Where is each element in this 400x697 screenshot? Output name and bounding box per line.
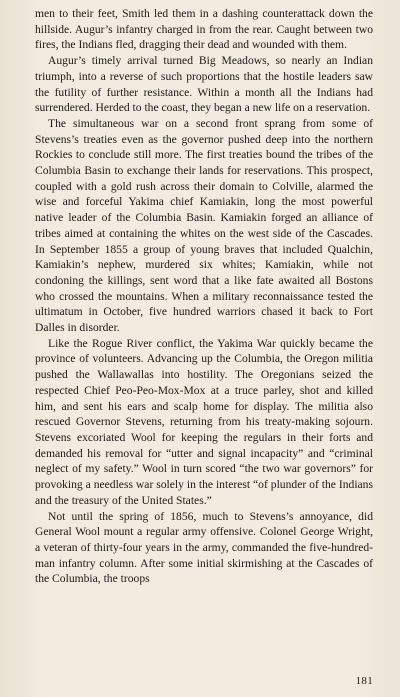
page-number: 181 bbox=[355, 675, 373, 687]
paragraph-2: Augur’s timely arrival turned Big Meadows, so nearly an Indian triumph, into a reverse of such proportions that the hostile leaders saw the futility of further resistance. Within a month all the Indians had surrendered. Herded to the coast, they began a new life on a reservation. bbox=[35, 54, 373, 115]
paragraph-1: men to their feet, Smith led them in a dashing counterattack down the hillside. Augur’s infantry charged in from the rear. Caught between two fires, the Indians fled, dragging their dead and wounded with them. bbox=[35, 7, 373, 52]
paragraph-5: Not until the spring of 1856, much to Stevens’s annoyance, did General Wool mount a regular army offensive. Colonel George Wright, a veteran of thirty-four years in the army, commanded the five-hundred-man infantry column. After some initial skirmishing at the Cascades of the Columbia, the troops bbox=[35, 509, 373, 586]
body-text bbox=[35, 6, 373, 587]
paragraph-3: The simultaneous war on a second front sprang from some of Stevens’s treaties even as the governor pushed deep into the northern Rockies to conclude still more. The first treaties bound the tribes of the Columbia Basin to exchange their lands for reservations. This prospect, coupled with a gold rush across their domain to Colville, alarmed the wise and forceful Yakima chief Kamiakin, long the most powerful native leader of the Columbia Basin. Kamiakin forged an alliance of tribes aimed at containing the whites on the west side of the Cascades. In September 1855 a group of young braves that included Qualchin, Kamiakin’s nephew, murdered six whites; Kamiakin, while not condoning the killings, sent word that a like fate awaited all Bostons who crossed the mountains. When a military reconnaissance tested the ultimatum in October, five hundred warriors chased it back to Fort Dalles in disorder. bbox=[35, 116, 373, 335]
paragraph-4: Like the Rogue River conflict, the Yakima War quickly became the province of volunteers. Advancing up the Columbia, the Oregon militia pushed the Wallawallas into hostility. The Oregonians seized the respected Chief Peo-Peo-Mox-Mox at a truce parley, shot and killed him, and sent his ears and scalp home for display. The militia also rescued Governor Stevens, returning from his treaty-making sojourn. Stevens excoriated Wool for keeping the regulars in their forts and demanded his removal for “utter and signal incapacity” and “criminal neglect of my safety.” Wool in turn scored “the two war governors” for provoking a needless war solely in the interest “of plunder of the Indians and the treasury of the United States.” bbox=[35, 336, 373, 507]
